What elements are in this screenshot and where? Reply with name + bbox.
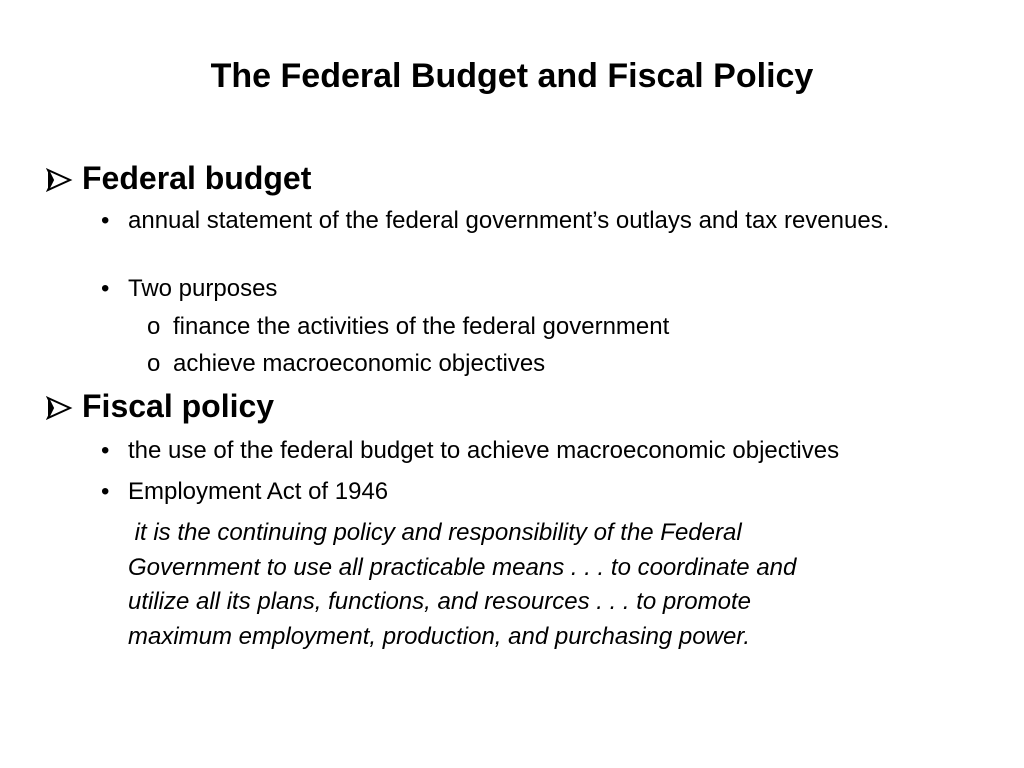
quote-line: it is the continuing policy and responsibility of the Federal <box>128 519 742 546</box>
bullet-dot: • <box>101 478 110 505</box>
sub-bullet-text: finance the activities of the federal government <box>173 313 670 340</box>
section-heading-fiscal-policy: Fiscal policy <box>82 388 275 424</box>
bullet-text: annual statement of the federal government’s outlays and tax revenues. <box>128 207 890 234</box>
sub-bullet-text: achieve macroeconomic objectives <box>173 350 546 377</box>
arrow-bullet-icon <box>46 168 74 192</box>
bullet-dot: • <box>101 207 110 234</box>
bullet-text: the use of the federal budget to achieve macroeconomic objectives <box>128 437 840 464</box>
quote-line: utilize all its plans, functions, and resources . . . to promote <box>128 588 751 615</box>
quote-line: Government to use all practicable means . . . to coordinate and <box>128 553 797 581</box>
slide-title: The Federal Budget and Fiscal Policy <box>210 57 814 95</box>
bullet-text: Two purposes <box>128 275 278 302</box>
sub-bullet-circle: o <box>147 350 161 377</box>
employment-act-quote <box>128 516 948 654</box>
bullet-dot: • <box>101 437 110 464</box>
bullet-text: Employment Act of 1946 <box>128 478 389 505</box>
sub-bullet-circle: o <box>147 313 161 340</box>
bullet-dot: • <box>101 275 110 302</box>
section-heading-federal-budget: Federal budget <box>82 160 312 196</box>
quote-line: maximum employment, production, and purchasing power. <box>128 622 751 650</box>
arrow-bullet-icon <box>46 396 74 420</box>
